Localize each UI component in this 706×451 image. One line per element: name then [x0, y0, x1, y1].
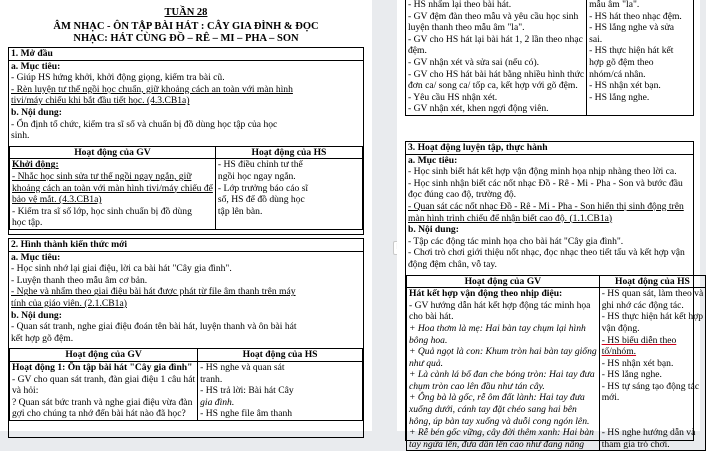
cell-line: - HS nhận xét bạn.: [589, 80, 661, 92]
cell-line: - HS nhẩm lại theo bài hát.: [408, 0, 512, 10]
cell-line: - HS nghe file âm thanh: [200, 408, 293, 420]
cell-line: bông hoa.: [409, 334, 448, 346]
cell-line: - HS lắng nghe.: [601, 369, 662, 381]
cell-line: - GV nhận xét, khen ngợi động viên.: [408, 103, 549, 115]
text-line: - Học sinh biết hát kết hợp vận động minh họa nhịp nhàng theo lời ca.: [408, 166, 677, 178]
page-gutter: [372, 0, 397, 431]
cell-line: luyện thanh theo mẫu âm "la".: [408, 22, 525, 34]
text-line: - Tập các động tác minh họa cho bài hát "Cây gia đình".: [408, 235, 624, 247]
activity-table-3: [406, 275, 706, 451]
cell-line: - Lớp trưởng báo cáo sĩ: [217, 182, 309, 194]
cell-line: tranh.: [200, 373, 223, 385]
cell-line: + Quả ngọt là con: Khum tròn hai bàn tay giống: [409, 346, 597, 358]
cell-line: chụm tròn cao lên đầu như tán cây.: [409, 380, 545, 392]
cell-line: bảo vệ mắt. (4.3.CB1a): [12, 194, 102, 206]
text-line: đọc đúng cao độ, trường độ.: [408, 189, 517, 201]
cell-line: - HS nghe hướng dẫn và: [601, 427, 696, 439]
cell-line: học tập.: [12, 217, 43, 229]
cell-line: - HS hát theo nhạc đệm.: [589, 10, 682, 22]
cell-line: - HS điều chỉnh tư thế: [217, 159, 303, 171]
cell-line: vận động.: [601, 322, 640, 334]
cell-line: Hoạt động 1: Ôn tập bài hát "Cây gia đình": [12, 361, 193, 373]
cell-line: cho bài hát.: [409, 311, 454, 323]
cell-line: tham gia trò chơi.: [601, 438, 670, 450]
cell-line: - GV nhận xét và sửa sai (nếu có).: [408, 56, 540, 68]
table-header-hs: Hoạt động của HS: [599, 275, 706, 288]
lesson-title-line1: ÂM NHẠC - ÔN TẬP BÀI HÁT : CÂY GIA ĐÌNH & ĐỌC: [53, 21, 319, 32]
table-row: [10, 159, 363, 230]
text-line: - Quan sát các nốt nhạc Đồ - Rê - Mi - Pha - Son hiển thị sinh động trên: [408, 200, 684, 212]
table-row: [407, 288, 706, 451]
cell-line: + Là cành lá bố đan che bóng tròn: Hai tay đưa: [409, 369, 595, 381]
table-header-gv: Hoạt động của GV: [407, 275, 600, 288]
text-line: sinh.: [11, 130, 30, 142]
cell-line: - HS nhận xét bạn.: [601, 357, 674, 369]
cell-line: Khởi động:: [12, 159, 59, 171]
cell-line: gia đình.: [200, 396, 235, 408]
text-line: kết hợp gõ đệm.: [11, 332, 74, 344]
section-2-box: [8, 238, 364, 438]
cell-line: - HS quan sát, làm theo và: [601, 288, 704, 300]
student-activity-cell: [215, 159, 362, 230]
table-header-hs: Hoạt động của HS: [198, 349, 363, 362]
cell-line: đơn ca/ song ca/ tốp ca, kết hợp với gõ đệm.: [408, 80, 578, 92]
cell-line: - HS nghe và quan sát: [200, 361, 285, 373]
cell-line: tay ngửa lên, đưa dần lên cao như đang nâng: [409, 438, 585, 450]
student-activity-cell: [198, 361, 363, 420]
cell-line: ? Quan sát bức tranh và nghe giai điệu vừa đàn: [12, 396, 193, 408]
cell-line: hợp gõ đệm theo: [589, 56, 654, 68]
cell-line: tập lên bàn.: [217, 205, 263, 217]
text-line: - Luyện thanh theo mẫu âm cơ bản.: [11, 274, 148, 286]
section-2-title: 2. Hình thành kiến thức mới: [9, 239, 363, 252]
cell-line: - HS lắng nghe và sửa: [589, 22, 674, 34]
cell-line: - GV cho quan sát tranh, đàn giai điệu 1 câu hát: [12, 373, 196, 385]
cell-line: - Kiểm tra sĩ số lớp, học sinh chuẩn bị đồ dùng: [12, 205, 192, 217]
cell-line: - HS thực hiện hát kết hợp: [601, 311, 704, 323]
cell-line: xuống dưới, cánh tay đặt chéo sang hai bên: [409, 404, 577, 416]
cell-line: ngồi học ngay ngắn.: [217, 170, 296, 182]
content-heading: b. Nội dung:: [11, 106, 62, 118]
cell-line: - HS thực hiện hát kết: [589, 45, 674, 57]
cell-line: + Hoa thơm là mẹ: Hai bàn tay chụm lại hình: [409, 322, 586, 334]
cell-line: gợi cho chúng ta nhớ đến bài hát nào đã học?: [12, 408, 186, 420]
table-header-hs: Hoạt động của HS: [215, 146, 362, 159]
cell-line: - Yêu cầu HS nhận xét.: [408, 91, 498, 103]
table-row: [406, 0, 694, 115]
cell-line: mới.: [601, 392, 620, 404]
cell-line: + Rễ bén gốc vững, cây đời thêm xanh: Hai bàn: [409, 427, 594, 439]
cell-line: [602, 404, 704, 416]
section-1-box: [8, 47, 364, 235]
cell-line: khoảng cách an toàn với màn hình tivi/máy chiếu để: [12, 182, 213, 194]
text-line: - Giúp HS hứng khởi, khởi động giọng, kiểm tra bài cũ.: [11, 72, 225, 84]
section-1-title: 1. Mở đầu: [9, 48, 363, 61]
activity-table-2: [9, 348, 363, 421]
text-line: tính của giáo viên. (2.1.CB1a): [11, 297, 127, 309]
student-activity-cell: [587, 0, 694, 115]
cell-line: - GV hướng dẫn hát kết hợp động tác minh họa: [409, 299, 591, 311]
teacher-activity-cell: [10, 159, 216, 230]
cell-line: hông, úp bàn tay xuống và duỗi cong ngón lên.: [409, 415, 590, 427]
activity-table-1: [9, 146, 363, 230]
objectives-heading: a. Mục tiêu:: [408, 154, 458, 166]
teacher-activity-cell: [10, 361, 198, 420]
table-row: [10, 361, 363, 420]
table-header-gv: Hoạt động của GV: [10, 349, 198, 362]
cell-line: - HS lắng nghe.: [589, 91, 650, 103]
text-line: - Nghe và nhẩm theo giai điệu bài hát được phát từ file âm thanh trên máy: [11, 286, 296, 298]
teacher-activity-cell: [407, 288, 600, 451]
cell-line: mẫu âm "la".: [589, 0, 640, 10]
teacher-activity-cell: [406, 0, 587, 115]
cell-line: Hát kết hợp vận động theo nhịp điệu:: [409, 288, 563, 300]
cell-line: - GV đệm đàn theo mẫu và yêu cầu học sinh: [408, 10, 579, 22]
cell-line: sai.: [589, 33, 603, 45]
table-header-gv: Hoạt động của GV: [10, 146, 216, 159]
text-line: - Rèn luyện tư thế ngồi học chuẩn, giữ khoảng cách an toàn với màn hình: [11, 83, 293, 95]
cell-line: - GV cho HS hát bài hát bằng nhiều hình thức: [408, 68, 585, 80]
objectives-heading: a. Mục tiêu:: [11, 60, 61, 72]
cell-line: và hỏi:: [12, 385, 39, 397]
content-heading: b. Nội dung:: [11, 309, 62, 321]
document-page-right: [397, 0, 704, 450]
cell-line: - HS trả lời: Bài hát Cây: [200, 385, 294, 397]
text-line: - Học sinh nhận biết các nốt nhạc Đồ - Rê - Mi - Pha - Son và bước đầu: [408, 177, 683, 189]
text-line: - Chơi trò chơi giới thiệu nốt nhạc, đọc nhạc theo tiết tấu và kết hợp vận: [408, 247, 685, 259]
text-line: - Học sinh nhớ lại giai điệu, lời ca bài hát "Cây gia đình".: [11, 263, 232, 275]
text-line: màn hình trình chiếu để nhận biết cao độ. (1.1.CB1a): [408, 212, 613, 224]
cell-line: - HS tự sáng tạo động tác: [601, 380, 700, 392]
week-heading: TUẦN 28: [164, 7, 208, 18]
cell-line: ghi nhớ các động tác.: [601, 299, 684, 311]
cell-line: - HS biểu diễn theo: [601, 334, 677, 346]
cell-line: + Ông bà là gốc, rễ ôm đất lành: Hai tay đưa: [409, 392, 585, 404]
cell-line: - Nhắc học sinh sửa tư thế ngồi ngay ngắn, giữ: [12, 170, 192, 182]
activity-table-2-continued: [405, 0, 694, 116]
content-heading: b. Nội dung:: [408, 224, 459, 236]
cell-line: số, HS để đồ dùng học: [217, 194, 305, 206]
cell-line: đệm.: [408, 45, 427, 57]
section-3-title: 3. Hoạt động luyện tập, thực hành: [406, 142, 693, 155]
text-line: - Ổn định tổ chức, kiểm tra sĩ số và chuẩn bị đồ dùng học tập của học: [11, 118, 278, 130]
student-activity-cell: [599, 288, 706, 451]
objectives-heading: a. Mục tiêu:: [11, 251, 61, 263]
cell-line: [602, 416, 704, 428]
text-line: tivi/máy chiếu khi bắt đầu tiết học. (4.3.CB1a): [11, 95, 190, 107]
cell-line: - GV cho HS hát lại bài hát 1, 2 lần theo nhạc: [408, 33, 583, 45]
section-3-box: [405, 141, 704, 450]
text-line: - Quan sát tranh, nghe giai điệu đoán tên bài hát, luyện thanh và ôn bài hát: [11, 321, 297, 333]
cell-line: tổ/nhóm.: [601, 346, 637, 358]
lesson-title-line2: NHẠC: HÁT CÙNG ĐỒ – RÊ – MI – PHA – SON: [73, 33, 299, 44]
cell-line: nhóm/cá nhân.: [589, 68, 646, 80]
text-line: động đệm chân, vỗ tay.: [408, 258, 497, 270]
cell-line: như quả.: [409, 357, 444, 369]
